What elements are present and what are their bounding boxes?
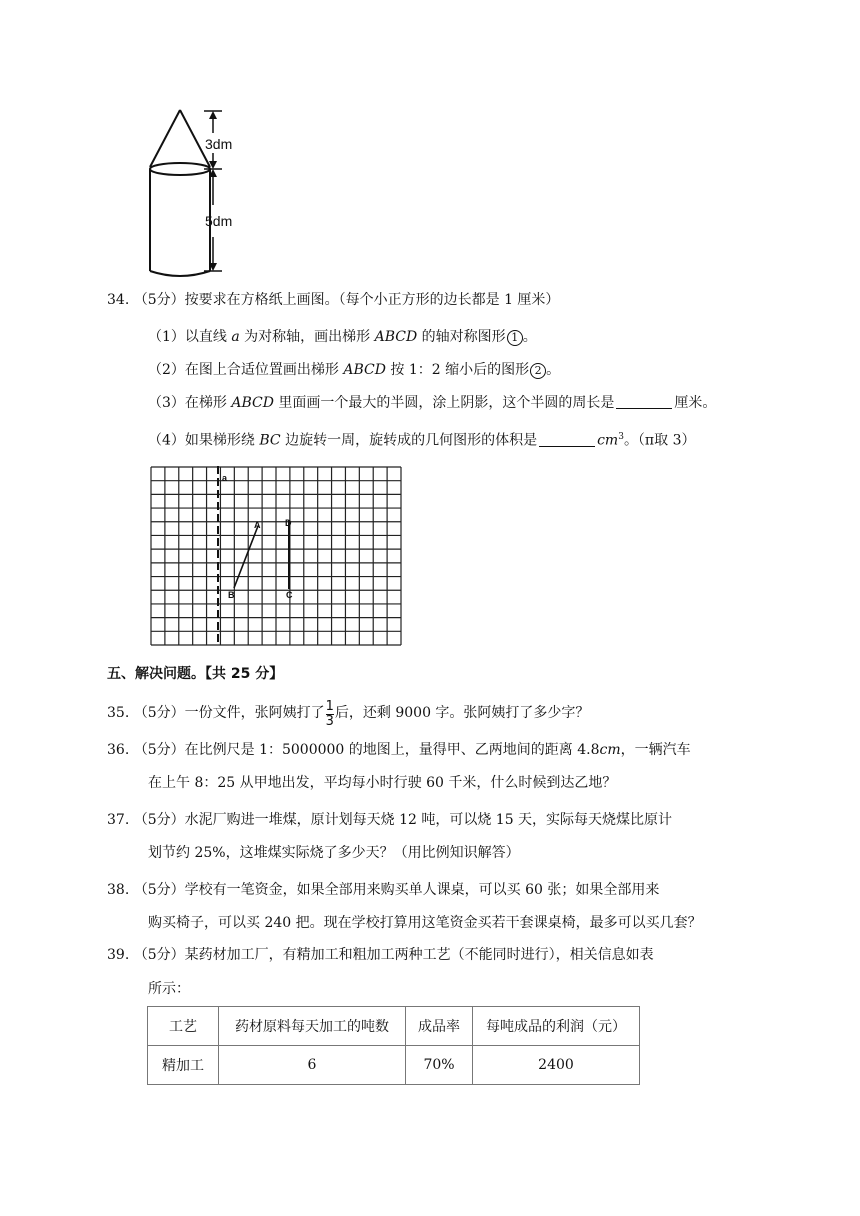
table-cell: 精加工 [148, 1046, 219, 1085]
q37-line2: 划节约 25%，这堆煤实际烧了多少天？（用比例知识解答） [148, 845, 520, 861]
circle-mark-2: 2 [530, 363, 546, 379]
q39-line1: 39. （5分）某药材加工厂，有精加工和粗加工两种工艺（不能同时进行），相关信息如表 [107, 947, 654, 963]
table-header-cell: 工艺 [148, 1007, 219, 1046]
figure-label-3dm: 3dm [205, 136, 233, 152]
grid-point-d: D [285, 518, 292, 528]
answer-blank-4[interactable] [539, 432, 595, 447]
grid-point-b: B [228, 590, 235, 600]
q36-line1: 36. （5分）在比例尺是 1：5000000 的地图上，量得甲、乙两地间的距离 4.8cm，一辆汽车 [107, 742, 691, 758]
q34-part2: （2）在图上合适位置画出梯形 ABCD 按 1：2 缩小后的图形 2 。 [148, 362, 561, 378]
circle-mark-1: 1 [507, 330, 523, 346]
table-cell: 70% [406, 1046, 473, 1085]
table-header-cell: 成品率 [406, 1007, 473, 1046]
answer-blank-3[interactable] [616, 394, 672, 409]
table-cell: 2400 [473, 1046, 640, 1085]
table-header-cell: 药材原料每天加工的吨数 [219, 1007, 406, 1046]
q38-line2: 购买椅子，可以买 240 把。现在学校打算用这笔资金买若干套课桌椅，最多可以买几套？ [148, 915, 702, 931]
figure-label-5dm: 5dm [205, 213, 233, 229]
q37-line1: 37. （5分）水泥厂购进一堆煤，原计划每天烧 12 吨，可以烧 15 天，实际每天烧煤比原计 [107, 812, 673, 828]
cone-cylinder-figure [140, 105, 250, 280]
grid-point-c: C [286, 590, 293, 600]
q34-part1: （1）以直线 a 为对称轴，画出梯形 ABCD 的轴对称图形 1 。 [148, 329, 537, 345]
grid-axis-label: a [222, 473, 228, 483]
fraction-one-third: $\frac{1}{3}$ [325, 699, 334, 729]
q34-part4: （4）如果梯形绕 BC 边旋转一周，旋转成的几何图形的体积是 $cm^3$。（π取 3） [148, 432, 696, 449]
process-info-table [147, 1006, 640, 1085]
q38-line1: 38. （5分）学校有一笔资金，如果全部用来购买单人课桌，可以买 60 张；如果全部用来 [107, 882, 660, 898]
section-five-heading: 五、解决问题。【共 25 分】 [107, 666, 284, 682]
table-cell: 6 [219, 1046, 406, 1085]
grid-point-a: A [254, 520, 261, 530]
grid-paper [150, 466, 402, 646]
q35: 35. （5分）一份文件，张阿姨打了 $\frac{1}{3}$ 后，还剩 9000 字。张阿姨打了多少字？ [107, 699, 590, 729]
table-row [148, 1046, 640, 1085]
q39-line2: 所示： [148, 981, 190, 997]
q36-line2: 在上午 8：25 从甲地出发，平均每小时行驶 60 千米，什么时候到达乙地？ [148, 775, 617, 791]
table-header-cell: 每吨成品的利润（元） [473, 1007, 640, 1046]
q34-title: 34. （5分）按要求在方格纸上画图。（每个小正方形的边长都是 1 厘米） [107, 292, 560, 308]
table-header-row [148, 1007, 640, 1046]
q34-part3: （3）在梯形 ABCD 里面画一个最大的半圆，涂上阴影，这个半圆的周长是 厘米。 [148, 395, 717, 411]
